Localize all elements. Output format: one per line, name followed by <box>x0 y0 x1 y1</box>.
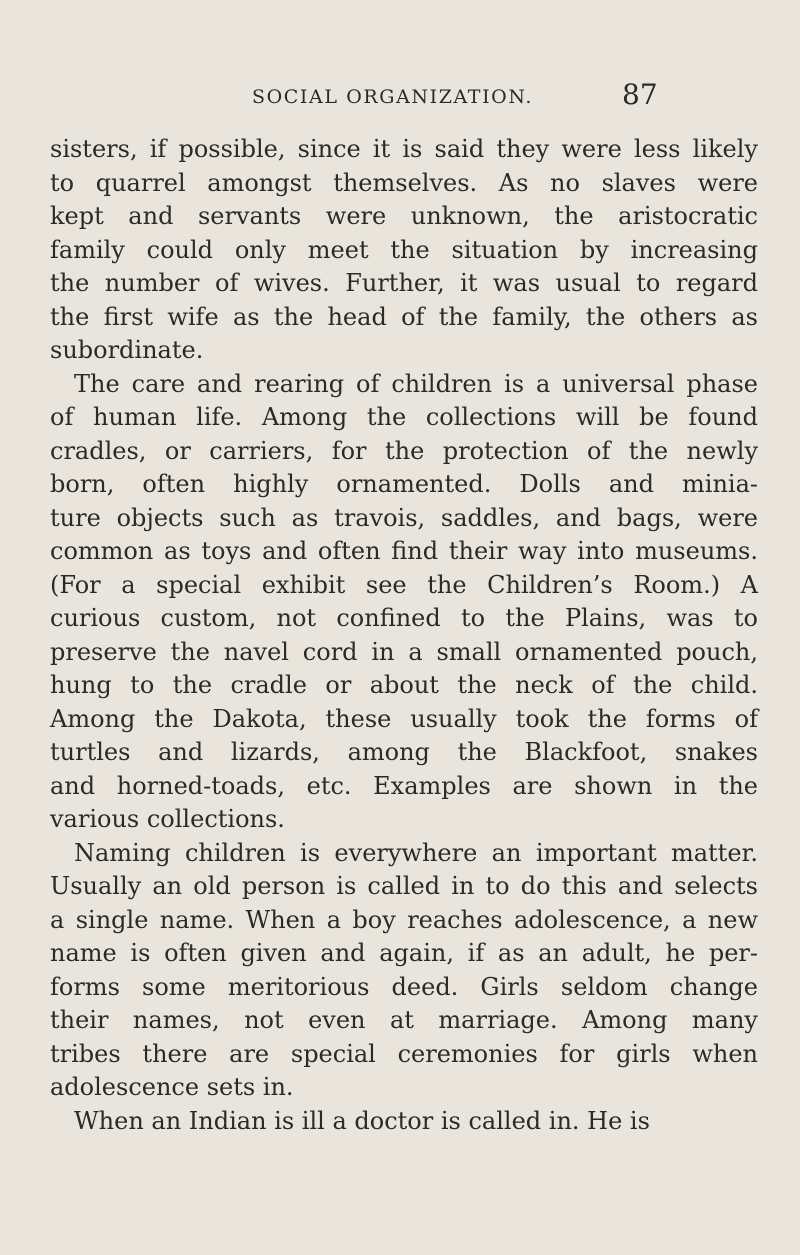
running-title: SOCIAL ORGANIZATION. <box>252 86 534 108</box>
text-line: the first wife as the head of the family, the others as <box>50 302 758 331</box>
text-line: sisters, if possible, since it is said they were less likely <box>50 135 758 163</box>
text-line: turtles and lizards, among the Blackfoot, snakes <box>50 738 758 766</box>
text-line: forms some meritorious deed. Girls seldom change <box>50 972 758 1001</box>
text-line: subordinate. <box>50 336 204 364</box>
text-line: ture objects such as travois, saddles, and bags, were <box>50 503 758 532</box>
text-line: born, often highly ornamented. Dolls and minia- <box>50 470 758 498</box>
text-line: cradles, or carriers, for the protection of the newly <box>50 436 758 465</box>
text-line: adolescence sets in. <box>50 1073 294 1101</box>
running-head <box>0 78 800 114</box>
text-line: the number of wives. Further, it was usual to regard <box>50 269 758 297</box>
text-line: curious custom, not confined to the Plains, was to <box>50 604 758 632</box>
text-line: and horned-toads, etc. Examples are shown in the <box>50 771 758 800</box>
text-line: tribes there are special ceremonies for girls when <box>50 1039 758 1068</box>
text-line: family could only meet the situation by increasing <box>50 235 758 264</box>
text-line: Among the Dakota, these usually took the forms of <box>50 704 758 733</box>
text-line: kept and servants were unknown, the aristocratic <box>50 202 758 230</box>
text-line: common as toys and often find their way into museums. <box>50 537 758 565</box>
paragraph-first-line: The care and rearing of children is a universal phase <box>74 369 758 398</box>
paragraph-first-line: Naming children is everywhere an important matter. <box>74 838 758 867</box>
text-line: a single name. When a boy reaches adolescence, a new <box>50 905 758 934</box>
paragraph-first-line: When an Indian is ill a doctor is called in. He is <box>74 1106 650 1135</box>
page-number: 87 <box>622 78 658 111</box>
text-line: preserve the navel cord in a small ornamented pouch, <box>50 637 758 666</box>
text-line: Usually an old person is called in to do this and selects <box>50 872 758 900</box>
text-line: their names, not even at marriage. Among many <box>50 1006 758 1034</box>
text-line: hung to the cradle or about the neck of the child. <box>50 671 758 699</box>
text-line: of human life. Among the collections will be found <box>50 403 758 431</box>
text-line: to quarrel amongst themselves. As no slaves were <box>50 168 758 197</box>
text-line: name is often given and again, if as an adult, he per- <box>50 939 758 967</box>
text-line: various collections. <box>50 805 285 833</box>
text-line: (For a special exhibit see the Children’s Room.) A <box>50 570 758 599</box>
body-text <box>50 133 758 1138</box>
